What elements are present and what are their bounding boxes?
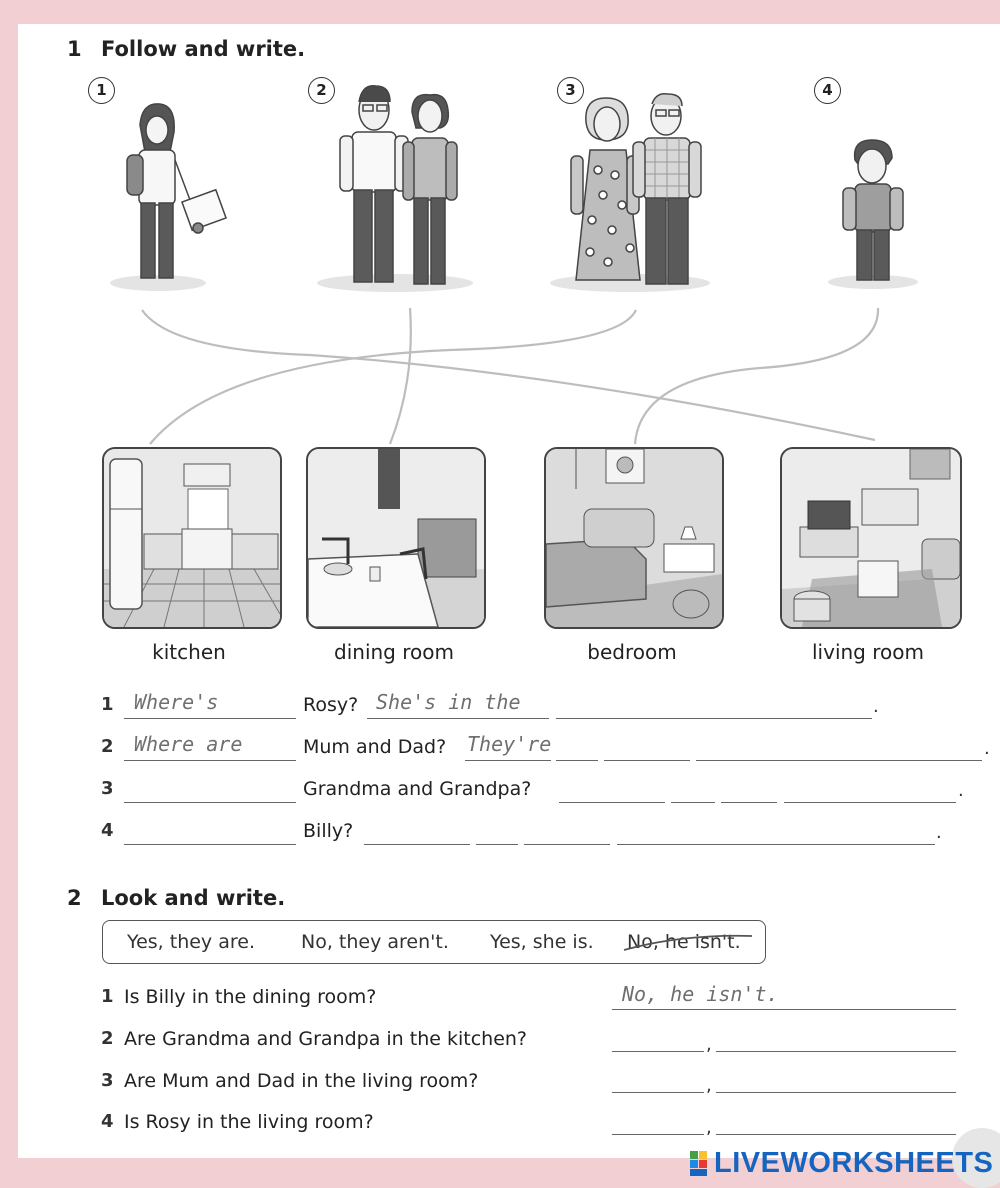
grandma-figure [571,98,640,280]
s1-q2-period: . [984,738,990,759]
option-no-he-isnt-crossed: No, he isn't. [627,931,741,953]
s1-q3-blank-2[interactable] [559,802,665,803]
s1-question-2-number: 2 [101,736,114,757]
s2-q1-blank[interactable] [612,1009,956,1010]
option-no-they-arent: No, they aren't. [301,931,449,953]
characters-and-lines [0,0,1000,460]
s1-q4-text: Billy? [303,820,354,842]
dad-figure [340,86,408,282]
s1-q4-blank-2[interactable] [364,844,470,845]
character-badge-4: 4 [814,77,841,104]
room-label-living-room: living room [812,640,924,664]
room-label-dining-room: dining room [334,640,454,664]
room-label-bedroom: bedroom [587,640,677,664]
s1-q2-blank-3[interactable] [556,760,598,761]
living-room-picture [780,447,962,629]
s1-q4-blank-1[interactable] [124,844,296,845]
s1-q4-blank-4[interactable] [524,844,610,845]
kitchen-picture [102,447,282,629]
s1-q4-period: . [936,822,942,843]
s2-q1-answer[interactable]: No, he isn't. [622,982,779,1006]
character-badge-3: 3 [557,77,584,104]
s1-question-4-number: 4 [101,820,114,841]
s1-q1-answer-2[interactable]: She's in the [376,690,521,714]
s2-q4-blank-1[interactable] [612,1134,704,1135]
s2-question-4-number: 4 [101,1111,114,1132]
s1-q3-blank-5[interactable] [784,802,956,803]
s2-q4-text: Is Rosy in the living room? [124,1111,374,1133]
s2-q4-comma: , [706,1117,712,1138]
s2-question-2-number: 2 [101,1028,114,1049]
section-1-number: 1 [67,37,82,61]
bedroom-picture [544,447,724,629]
s1-q3-blank-1[interactable] [124,802,296,803]
s1-q1-blank-3[interactable] [556,718,872,719]
s1-q1-blank-1[interactable] [124,718,296,719]
s1-q2-blank-4[interactable] [604,760,690,761]
character-badge-1: 1 [88,77,115,104]
strikethrough-mark [622,930,754,956]
s2-q2-blank-1[interactable] [612,1051,704,1052]
s2-q1-text: Is Billy in the dining room? [124,986,377,1008]
s2-q3-blank-2[interactable] [716,1092,956,1093]
s1-q2-blank-1[interactable] [124,760,296,761]
follow-lines [142,308,878,444]
option-yes-they-are: Yes, they are. [127,931,255,953]
s1-q3-blank-3[interactable] [671,802,715,803]
s1-q2-blank-5[interactable] [696,760,982,761]
boy-billy-figure [843,140,903,280]
section-1-title: Follow and write. [101,37,306,61]
s1-q2-answer-1[interactable]: Where are [134,732,243,756]
s2-question-1-number: 1 [101,986,114,1007]
s2-q3-comma: , [706,1075,712,1096]
s1-q2-text: Mum and Dad? [303,736,447,758]
s2-q2-text: Are Grandma and Grandpa in the kitchen? [124,1028,528,1050]
option-yes-she-is: Yes, she is. [490,931,594,953]
s1-q2-answer-2[interactable]: They're [467,732,552,756]
s2-q2-comma: , [706,1034,712,1055]
s1-q1-period: . [873,696,879,717]
s1-q1-answer-1[interactable]: Where's [134,690,219,714]
mum-figure [403,95,457,284]
s1-q3-period: . [958,780,964,801]
s2-question-3-number: 3 [101,1070,114,1091]
s2-q3-blank-1[interactable] [612,1092,704,1093]
s1-question-3-number: 3 [101,778,114,799]
room-label-kitchen: kitchen [152,640,226,664]
s2-q2-blank-2[interactable] [716,1051,956,1052]
s1-q4-blank-5[interactable] [617,844,935,845]
dining-room-picture [306,447,486,629]
girl-rosy-figure [127,104,226,278]
s1-q3-text: Grandma and Grandpa? [303,778,532,800]
liveworksheets-logo-text[interactable]: LIVEWORKSHEETS [714,1147,994,1179]
s1-q1-blank-2[interactable] [367,718,549,719]
s1-q2-blank-2[interactable] [465,760,551,761]
s1-q3-blank-4[interactable] [721,802,777,803]
section-2-title: Look and write. [101,886,286,910]
s2-q4-blank-2[interactable] [716,1134,956,1135]
s1-q4-blank-3[interactable] [476,844,518,845]
character-badge-2: 2 [308,77,335,104]
s2-q3-text: Are Mum and Dad in the living room? [124,1070,479,1092]
s1-q1-text: Rosy? [303,694,359,716]
grandpa-figure [633,94,701,284]
s1-question-1-number: 1 [101,694,114,715]
section-2-number: 2 [67,886,82,910]
